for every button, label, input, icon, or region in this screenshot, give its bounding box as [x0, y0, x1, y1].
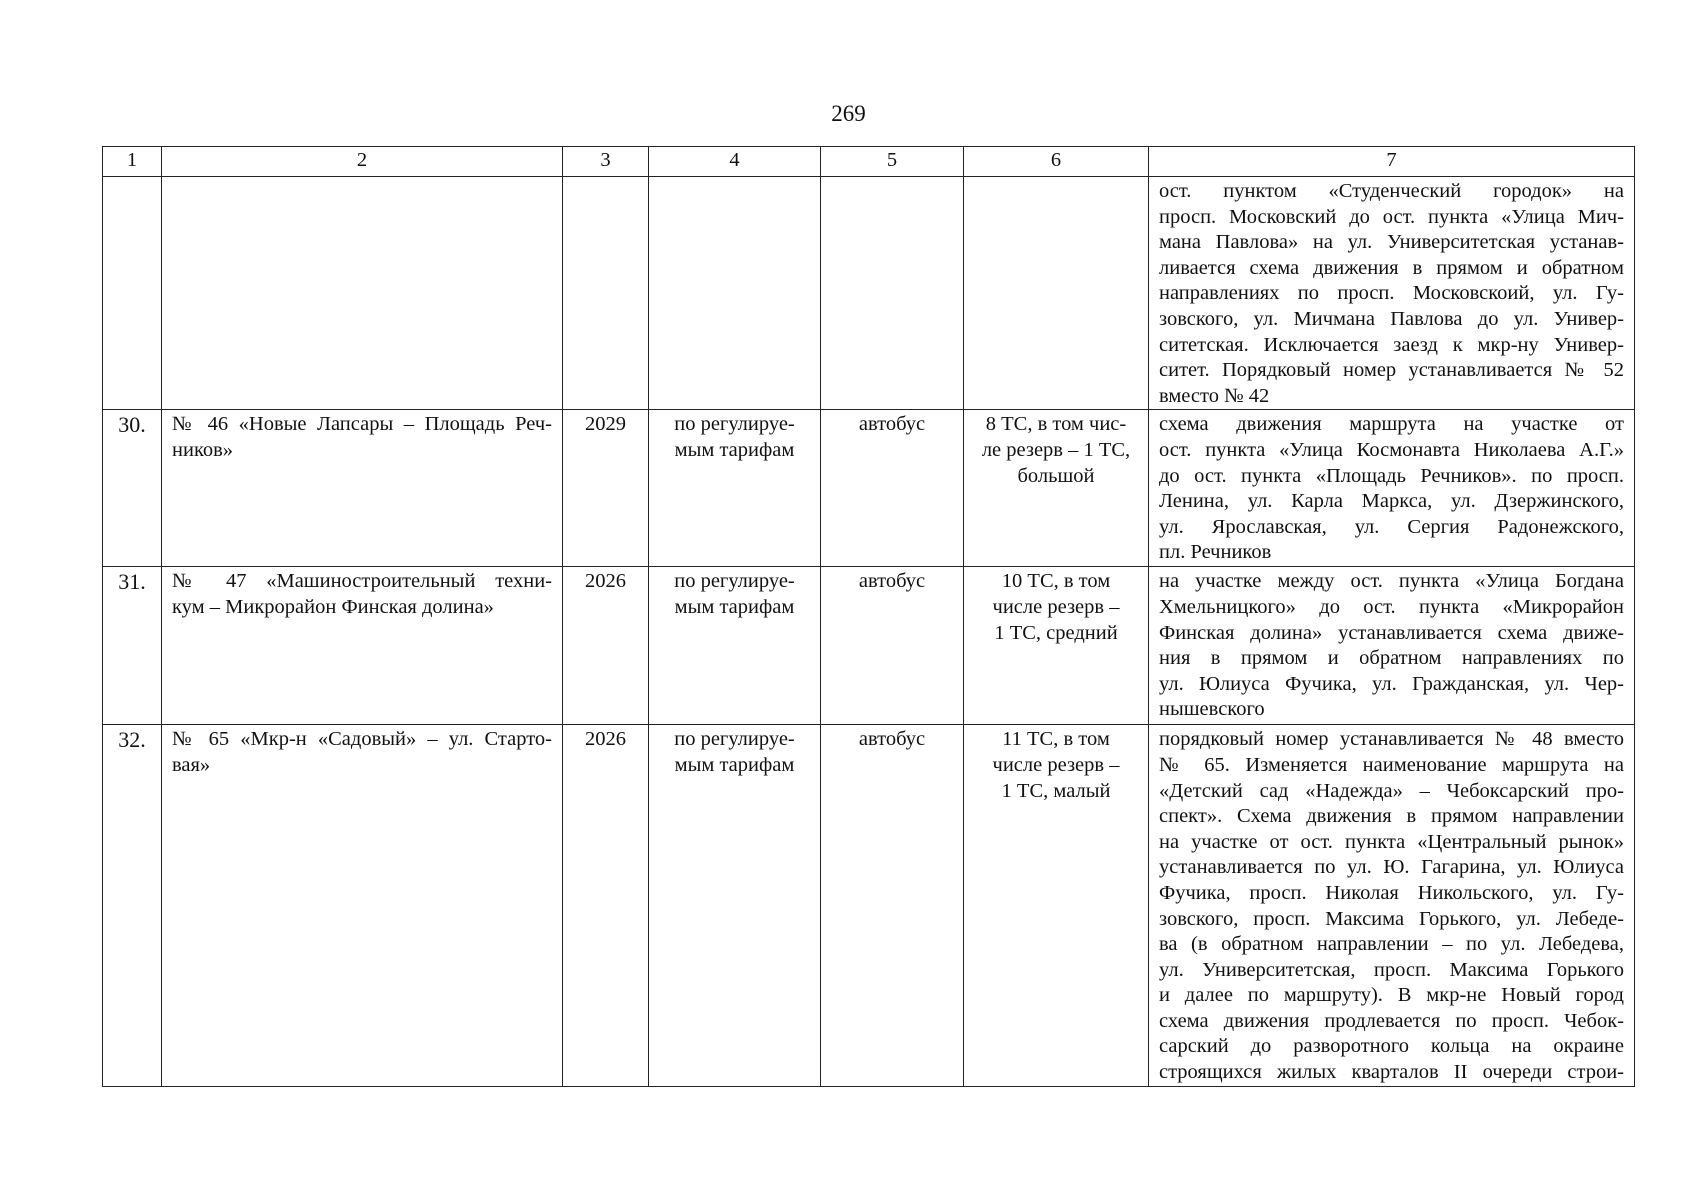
cell-tariff: [649, 567, 821, 725]
cell-transport-type: автобус: [821, 725, 964, 1086]
name-line: № 46 «Новые Лапсары – Площадь Реч-: [172, 413, 552, 436]
desc-line: нышевского: [1159, 698, 1265, 721]
desc-line: ситет. Порядковый номер устанавливается № 52: [1159, 359, 1624, 382]
cell-route-name: [162, 410, 563, 567]
cell-route-name: [162, 725, 563, 1086]
cell-transport-type: автобус: [821, 567, 964, 725]
desc-line: и далее по маршруту). В мкр-не Новый город: [1159, 984, 1624, 1007]
desc-line: схема движения продлевается по просп. Чебок-: [1159, 1009, 1624, 1032]
vehicles-line: 1 ТС, средний: [994, 621, 1118, 644]
desc-line: направлениях по просп. Московскоий, ул. Гу-: [1159, 282, 1624, 305]
name-line: № 65 «Мкр-н «Садовый» – ул. Старто-: [172, 728, 552, 751]
desc-line: просп. Московский до ост. пункта «Улица Мич-: [1159, 205, 1624, 228]
table-row: [103, 567, 1635, 725]
cell-description: [1149, 725, 1635, 1086]
desc-line: схема движения маршрута на участке от: [1159, 413, 1624, 436]
cell-year: 2026: [563, 725, 649, 1086]
cell-vehicles: [964, 567, 1149, 725]
desc-line: ливается схема движения в прямом и обратном: [1159, 256, 1624, 279]
desc-line: Фучика, просп. Николая Никольского, ул. Гу-: [1159, 881, 1624, 904]
table-row: [103, 410, 1635, 567]
cell-number: [103, 177, 162, 410]
cell-vehicles: [964, 177, 1149, 410]
name-line: № 47 «Машиностроительный техни-: [172, 570, 552, 593]
vehicles-line: 1 ТС, малый: [1001, 779, 1111, 802]
desc-line: устанавливается по ул. Ю. Гагарина, ул. Юлиуса: [1159, 856, 1624, 879]
cell-year: [563, 177, 649, 410]
desc-line: на участке между ост. пункта «Улица Богдана: [1159, 570, 1624, 593]
cell-transport-type: автобус: [821, 410, 964, 567]
desc-line: спект». Схема движения в прямом направлении: [1159, 805, 1624, 828]
desc-line: ситетская. Исключается заезд к мкр-ну Универ-: [1159, 333, 1624, 356]
desc-line: Финская долина» устанавливается схема движе-: [1159, 621, 1624, 644]
cell-tariff: [649, 725, 821, 1086]
desc-line: зовского, просп. Максима Горького, ул. Лебеде-: [1159, 907, 1624, 930]
tariff-line: по регулируе-: [674, 413, 795, 436]
desc-line: вместо № 42: [1159, 384, 1270, 407]
desc-line: ул. Юлиуса Фучика, ул. Гражданская, ул. Чер-: [1159, 672, 1624, 695]
tariff-line: мым тарифам: [674, 438, 795, 461]
table-row: [103, 725, 1635, 1086]
cell-number: 30.: [103, 410, 162, 567]
cell-description: [1149, 177, 1635, 410]
desc-line: мана Павлова» на ул. Университетская устанав-: [1159, 231, 1624, 254]
name-line: вая»: [172, 753, 211, 776]
column-header-5: 5: [821, 147, 964, 177]
tariff-line: мым тарифам: [674, 753, 795, 776]
cell-year: 2029: [563, 410, 649, 567]
routes-table: [102, 146, 1635, 1087]
desc-line: до ост. пункта «Площадь Речников». по просп.: [1159, 464, 1624, 487]
cell-vehicles: [964, 725, 1149, 1086]
desc-line: порядковый номер устанавливается № 48 вместо: [1159, 728, 1624, 751]
column-header-1: 1: [103, 147, 162, 177]
vehicles-line: числе резерв –: [992, 595, 1120, 618]
desc-line: ва (в обратном направлении – по ул. Лебедева,: [1159, 933, 1624, 956]
cell-description: [1149, 567, 1635, 725]
desc-line: ул. Ярославская, ул. Сергия Радонежского,: [1159, 515, 1624, 538]
column-header-6: 6: [964, 147, 1149, 177]
desc-line: на участке от ост. пункта «Центральный рынок»: [1159, 830, 1624, 853]
desc-line: № 65. Изменяется наименование маршрута на: [1159, 753, 1624, 776]
desc-line: ост. пункта «Улица Космонавта Николаева А.Г.»: [1159, 438, 1624, 461]
cell-transport-type: [821, 177, 964, 410]
name-line: кум – Микрорайон Финская долина»: [172, 595, 494, 618]
vehicles-line: большой: [1017, 464, 1095, 487]
vehicles-line: 8 ТС, в том чис-: [985, 413, 1127, 436]
desc-line: пл. Речников: [1159, 541, 1272, 564]
vehicles-line: 11 ТС, в том: [1002, 728, 1110, 751]
desc-line: ост. пунктом «Студенческий городок» на: [1159, 180, 1624, 202]
cell-vehicles: [964, 410, 1149, 567]
column-header-7: 7: [1149, 147, 1635, 177]
cell-number: 32.: [103, 725, 162, 1086]
tariff-line: по регулируе-: [674, 570, 795, 593]
table-row-continuation: [103, 177, 1635, 410]
desc-line: строящихся жилых кварталов II очереди строи-: [1159, 1061, 1624, 1084]
cell-tariff: [649, 410, 821, 567]
name-line: ников»: [172, 438, 234, 461]
page-number: 269: [831, 101, 866, 126]
desc-line: Хмельницкого» до ост. пункта «Микрорайон: [1159, 595, 1624, 618]
cell-number: 31.: [103, 567, 162, 725]
desc-line: сарский до разворотного кольца на окраине: [1159, 1035, 1624, 1058]
vehicles-line: 10 ТС, в том: [1001, 570, 1111, 593]
cell-year: 2026: [563, 567, 649, 725]
desc-line: зовского, ул. Мичмана Павлова до ул. Универ-: [1159, 307, 1624, 330]
cell-route-name: [162, 177, 563, 410]
column-header-3: 3: [563, 147, 649, 177]
desc-line: ния в прямом и обратном направлениях по: [1159, 647, 1624, 670]
desc-line: Ленина, ул. Карла Маркса, ул. Дзержинского,: [1159, 490, 1624, 513]
column-header-2: 2: [162, 147, 563, 177]
table-header-row: [103, 147, 1635, 177]
tariff-line: по регулируе-: [674, 728, 795, 751]
tariff-line: мым тарифам: [674, 595, 795, 618]
cell-description: [1149, 410, 1635, 567]
desc-line: ул. Университетская, просп. Максима Горького: [1159, 958, 1624, 981]
vehicles-line: ле резерв – 1 ТС,: [981, 438, 1131, 461]
desc-line: «Детский сад «Надежда» – Чебоксарский про-: [1159, 779, 1624, 802]
cell-tariff: [649, 177, 821, 410]
column-header-4: 4: [649, 147, 821, 177]
cell-route-name: [162, 567, 563, 725]
vehicles-line: числе резерв –: [992, 753, 1120, 776]
